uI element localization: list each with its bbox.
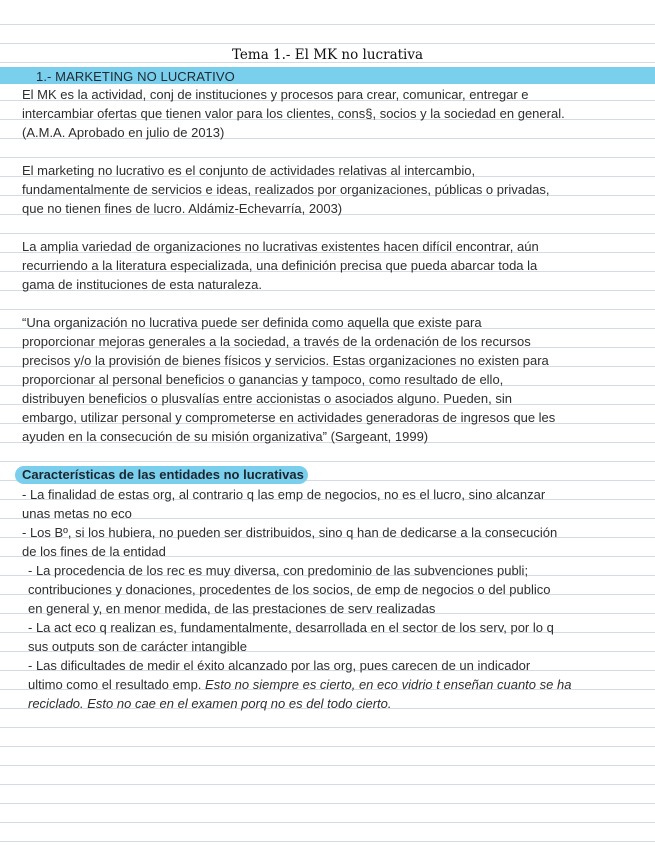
- text-line: El MK es la actividad, conj de instituciones y procesos para crear, comunicar, entregar e: [22, 87, 529, 102]
- text-line: sus outputs son de carácter intangible: [28, 639, 247, 654]
- italic-note-line: reciclado. Esto no cae en el examen porq no es del todo cierto.: [28, 696, 392, 711]
- text-line: de los fines de la entidad: [22, 544, 166, 559]
- text-line: proporcionar al personal beneficios o ganancias y tampoco, como resultado de ello,: [22, 372, 504, 387]
- italic-note: Esto no siempre es cierto, en eco vidrio t enseñan cuanto se ha: [205, 677, 572, 692]
- text-line: distribuyen beneficios o plusvalías entre accionistas o asociados alguno. Pueden, sin: [22, 391, 512, 406]
- list-item: [28, 656, 638, 713]
- text-line-with-note: [28, 675, 638, 694]
- list-item: [22, 485, 632, 523]
- paragraph-quote-sargeant: [22, 313, 632, 446]
- text-line: ayuden en la consecución de su misión organizativa” (Sargeant, 1999): [22, 429, 429, 444]
- text-line: embargo, utilizar personal y comprometerse en actividades generadoras de ingresos que les: [22, 410, 556, 425]
- text-line: proporcionar mejoras generales a la sociedad, a través de la ordenación de los recursos: [22, 334, 531, 349]
- text-line: precisos y/o la provisión de bienes físicos y servicios. Estas organizaciones no existen para: [22, 353, 549, 368]
- text-line: gama de instituciones de esta naturaleza.: [22, 277, 262, 292]
- paragraph-definition-ama: [22, 85, 632, 142]
- text-line: que no tienen fines de lucro. Aldámiz-Echevarría, 2003): [22, 201, 343, 216]
- text-line: intercambiar ofertas que tienen valor para los clientes, cons§, socios y la sociedad en general.: [22, 106, 565, 121]
- characteristics-heading: Características de las entidades no lucrativas: [15, 466, 308, 484]
- section-heading: 1.- MARKETING NO LUCRATIVO: [36, 69, 235, 84]
- text-line: unas metas no eco: [22, 506, 132, 521]
- text-line: (A.M.A. Aprobado en julio de 2013): [22, 125, 225, 140]
- list-item: [28, 618, 638, 656]
- list-item: [28, 561, 638, 618]
- text-line: en general y, en menor medida, de las prestaciones de serv realizadas: [28, 601, 436, 616]
- list-item: [22, 523, 632, 561]
- text-line: fundamentalmente de servicios e ideas, realizados por organizaciones, públicas o privadas,: [22, 182, 550, 197]
- text-line: - La act eco q realizan es, fundamentalmente, desarrollada en el sector de los serv, por lo q: [28, 620, 554, 635]
- text-line: - Las dificultades de medir el éxito alcanzado por las org, pues carecen de un indicador: [28, 658, 531, 673]
- text-line: “Una organización no lucrativa puede ser definida como aquella que existe para: [22, 315, 482, 330]
- text-line: El marketing no lucrativo es el conjunto de actividades relativas al intercambio,: [22, 163, 476, 178]
- text-line: - La procedencia de los rec es muy diversa, con predominio de las subvenciones publi;: [28, 563, 529, 578]
- text-line: contribuciones y donaciones, procedentes de los socios, de emp de negocios o del publico: [28, 582, 551, 597]
- text-line: - La finalidad de estas org, al contrario q las emp de negocios, no es el lucro, sino alcanzar: [22, 487, 546, 502]
- page-title: Tema 1.- El MK no lucrativa: [231, 47, 424, 63]
- paragraph-variety: [22, 237, 632, 294]
- text-line: La amplia variedad de organizaciones no lucrativas existentes hacen difícil encontrar, aún: [22, 239, 539, 254]
- paragraph-definition-nonprofit: [22, 161, 632, 218]
- text-line: recurriendo a la literatura especializada, una definición precisa que pueda abarcar toda la: [22, 258, 538, 273]
- text-run: ultimo como el resultado emp.: [28, 677, 202, 692]
- text-line: - Los Bº, si los hubiera, no pueden ser distribuidos, sino q han de dedicarse a la consecución: [22, 525, 558, 540]
